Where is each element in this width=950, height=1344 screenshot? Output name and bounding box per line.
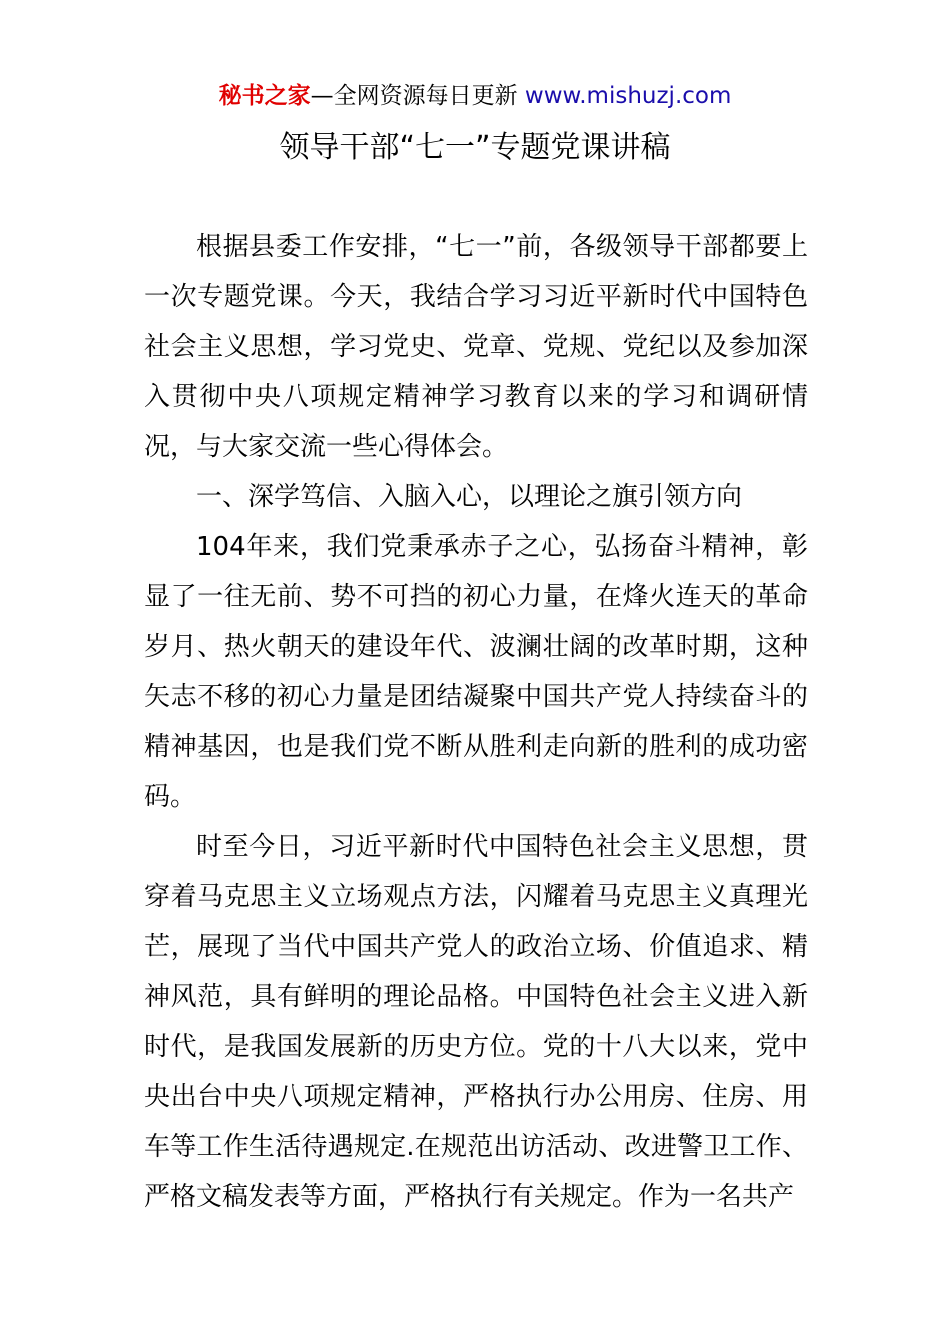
paragraph-new-era: 时至今日，习近平新时代中国特色社会主义思想，贯穿着马克思主义立场观点方法，闪耀着马克思主义真理光芒，展现了当代中国共产党人的政治立场、价值追求、精神风范，具有鲜明的理论品格。中国特色社会主义进入新时代，是我国发展新的历史方位。党的十八大以来，党中央出台中央八项规定精神，严格执行办公用房、住房、用车等工作生活待遇规定.在规范出访活动、改进警卫工作、严格文稿发表等方面，严格执行有关规定。作为一名共产: [144, 832, 808, 1212]
document-title: 领导干部“七一”专题党课讲稿: [279, 130, 671, 165]
site-header: [0, 80, 950, 112]
paragraph-intro: 根据县委工作安排，“七一”前，各级领导干部都要上一次专题党课。今天，我结合学习习近平新时代中国特色社会主义思想，学习党史、党章、党规、党纪以及参加深入贯彻中央八项规定精神学习教育以来的学习和调研情况，与大家交流一些心得体会。: [144, 232, 808, 462]
header-url-link[interactable]: www.mishuzj.com: [524, 83, 732, 109]
header-brand: 秘书之家: [218, 83, 311, 109]
header-tagline: —全网资源每日更新: [310, 83, 525, 109]
section-heading-1: 一、深学笃信、入脑入心，以理论之旗引领方向: [196, 482, 743, 512]
paragraph-104-years: 104年来，我们党秉承赤子之心，弘扬奋斗精神，彰显了一往无前、势不可挡的初心力量，在烽火连天的革命岁月、热火朝天的建设年代、波澜壮阔的改革时期，这种矢志不移的初心力量是团结凝聚中国共产党人持续奋斗的精神基因，也是我们党不断从胜利走向新的胜利的成功密码。: [144, 532, 808, 812]
document-body: [144, 222, 808, 1222]
